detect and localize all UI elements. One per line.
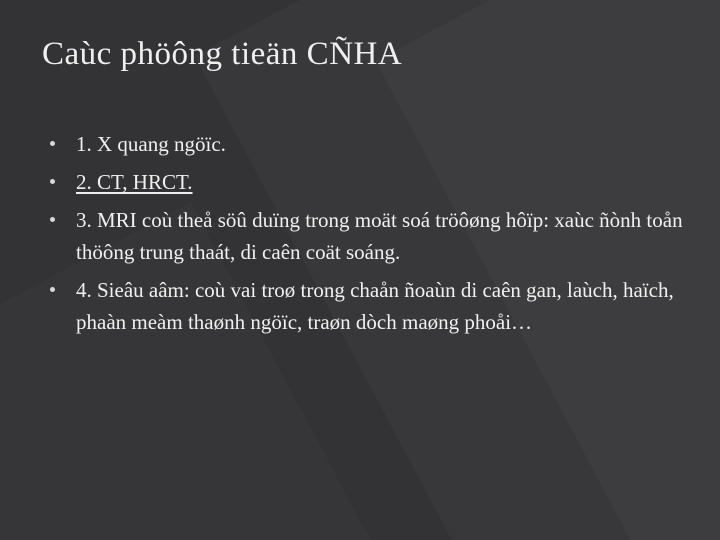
bullet-text: 3. MRI coù theå söû duïng trong moät soá tröôøng hôïp: xaùc ñònh toån thöông trung thaát, di caên coät soáng. [76,208,683,264]
bullet-list [50,128,710,344]
bullet-item [50,204,710,268]
bullet-icon [50,217,55,222]
bullet-item [50,166,710,198]
slide-title: Caùc phöông tieän CÑHA [42,36,403,72]
bullet-item [50,128,710,160]
bullet-icon [50,141,55,146]
bullet-text: 2. CT, HRCT. [76,170,193,194]
bullet-text: 4. Sieâu aâm: coù vai troø trong chaån ñoaùn di caên gan, laùch, haïch, phaàn meàm thaønh ngöïc, traøn dòch maøng phoåi… [76,278,674,334]
bullet-icon [50,179,55,184]
bullet-icon [50,287,55,292]
bullet-text: 1. X quang ngöïc. [76,132,226,156]
bullet-item [50,274,710,338]
